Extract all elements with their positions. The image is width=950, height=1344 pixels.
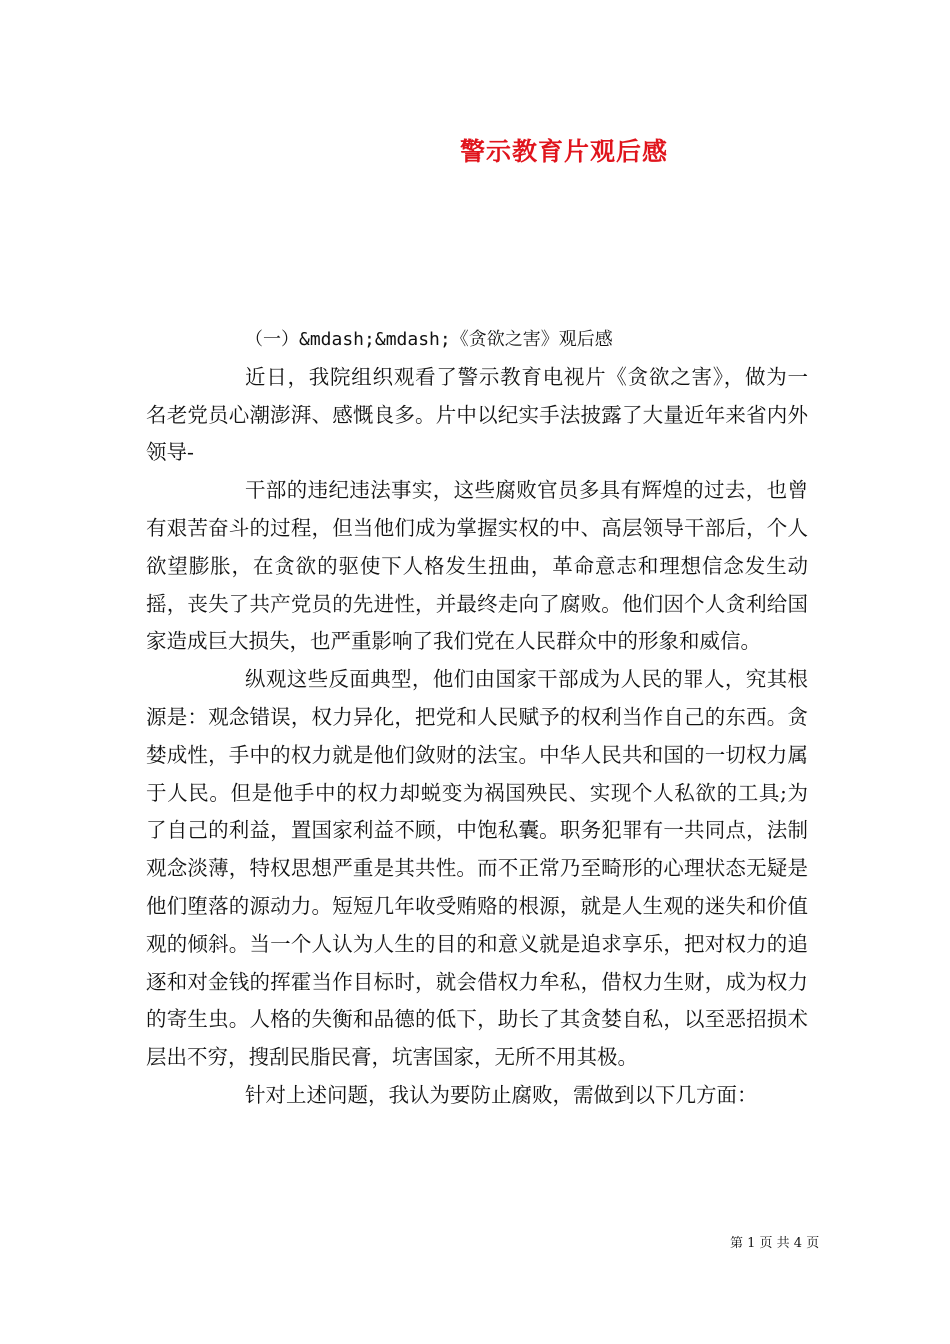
section-subheading: （一）&mdash;&mdash;《贪欲之害》观后感 xyxy=(245,329,613,350)
paragraph: 纵观这些反面典型，他们由国家干部成为人民的罪人，究其根源是：观念错误，权力异化，把党和人民赋予的权利当作自己的东西。贪婪成性，手中的权力就是他们敛财的法宝。中华人民共和国的一切权力属于人民。但是他手中的权力却蜕变为祸国殃民、实现个人私欲的工具;为了自己的利益，置国家利益不顾，中饱私囊。职务犯罪有一共同点，法制观念淡薄，特权思想严重是其共性。而不正常乃至畸形的心理状态无疑是他们堕落的源动力。短短几年收受贿赂的根源，就是人生观的迷失和价值观的倾斜。当一个人认为人生的目的和意义就是追求享乐，把对权力的追逐和对金钱的挥霍当作目标时，就会借权力牟私，借权力生财，成为权力的寄生虫。人格的失衡和品德的低下，助长了其贪婪自私，以至恶招损术层出不穷，搜刮民脂民膏，坑害国家，无所不用其极。 xyxy=(146,667,808,1070)
document-title: 警示教育片观后感 xyxy=(459,137,668,166)
paragraph: 干部的违纪违法事实，这些腐败官员多具有辉煌的过去，也曾有艰苦奋斗的过程，但当他们成为掌握实权的中、高层领导干部后，个人欲望膨胀，在贪欲的驱使下人格发生扭曲，革命意志和理想信念发生动摇，丧失了共产党员的先进性，并最终走向了腐败。他们因个人贪利给国家造成巨大损失，也严重影响了我们党在人民群众中的形象和威信。 xyxy=(146,478,808,654)
paragraph: 针对上述问题，我认为要防止腐败，需做到以下几方面： xyxy=(245,1082,758,1107)
page-number-footer: 第 1 页 共 4 页 xyxy=(730,1236,820,1251)
document-body xyxy=(146,321,808,1115)
paragraph: 近日，我院组织观看了警示教育电视片《贪欲之害》，做为一名老党员心潮澎湃、感慨良多。片中以纪实手法披露了大量近年来省内外领导- xyxy=(146,364,808,465)
